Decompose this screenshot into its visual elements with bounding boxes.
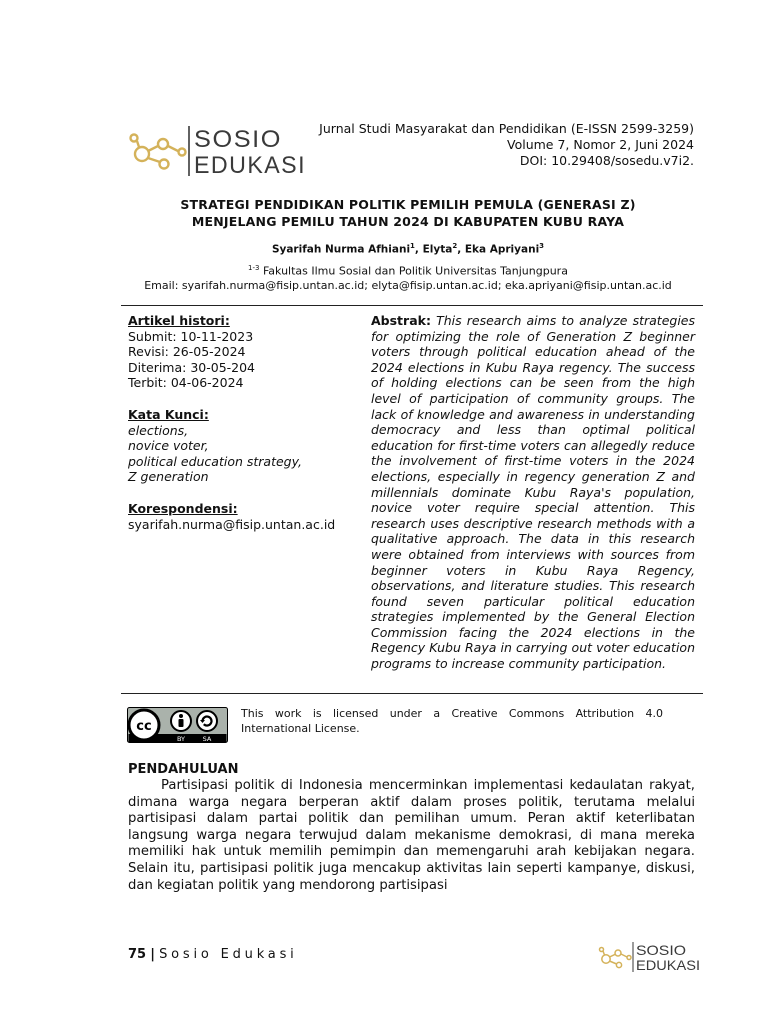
molecule-icon [600,948,632,968]
badge-by-label: BY [176,735,186,743]
svg-text:cc: cc [136,719,152,734]
history-terbit: Terbit: 04-06-2024 [128,375,244,391]
abstract-text: This research aims to analyze strategies for optimizing the role of Generation Z beginner voters through political education ahead of the 2024 elections in Kubu Raya regency. The success of holding elections can be seen from the high level of participation of community groups. The lack of knowledge and awareness in understanding democracy and less than optimal political education for first-time voters can allegedly reduce the involvement of first-time voters in the 2024 elections, especially in regency generation Z and millennials dominate Kubu Raya's population, novice voter require special attention. This research uses descriptive research methods with a qualitative approach. The data in this research were obtained from interviews with sources from beginner voters in Kubu Raya Regency, observations, and literature studies. This research found seven particular political education strategies implemented by the General Election Commission facing the 2024 elections in the Regency Kubu Raya in carrying out voter education programs to increase community participation. [371,313,695,672]
page-footer [128,947,298,962]
title-line-2: MENJELANG PEMILU TAHUN 2024 DI KABUPATEN KUBU RAYA [191,214,625,229]
journal-info [319,121,694,169]
license-text: This work is licensed under a Creative Commons Attribution 4.0 International License. [241,707,663,735]
logo-line1: SOSIO [194,126,282,153]
attribution-icon [171,711,191,731]
cc-icon [129,710,159,740]
author-emails: Email: syarifah.nurma@fisip.untan.ac.id; elyta@fisip.untan.ac.id; eka.apriyani@fisip.untan.ac.id [144,279,672,292]
footer-logo-line1: SOSIO [636,942,687,958]
divider-bottom [121,693,703,694]
journal-volume: Volume 7, Nomor 2, Juni 2024 [507,137,694,152]
footer-separator: | [150,947,155,962]
history-submit: Submit: 10-11-2023 [128,328,254,344]
author-sup: 1 [410,242,415,250]
footer-logo-line2: EDUKASI [636,957,700,973]
correspondence-heading: Korespondensi: [128,500,238,516]
history-revisi: Revisi: 26-05-2024 [128,344,246,360]
author-list: Syarifah Nurma Afhiani$^1$, Elyta$^2$, Eka Apriyani$^3$ [271,242,545,256]
author-sup: 2 [452,242,458,250]
share-alike-icon [197,711,217,731]
keyword-item: political education strategy, [128,453,303,469]
author-sup: 3 [539,242,545,250]
divider-top [121,305,703,306]
keyword-item: Z generation [128,469,209,485]
history-diterima: Diterima: 30-05-204 [128,359,256,375]
keyword-item: elections, [128,422,189,438]
author-name: Eka Apriyani [464,243,540,256]
keyword-item: novice voter, [128,438,209,454]
affiliation-text: Fakultas Ilmu Sosial dan Politik Universitas Tanjungpura [262,264,568,278]
molecule-icon [131,135,186,169]
footer-logo [598,941,702,973]
article-meta [128,313,353,532]
author-name: Elyta [422,243,453,256]
correspondence-email: syarifah.nurma@fisip.untan.ac.id [128,516,336,532]
cc-by-sa-badge[interactable] [127,707,228,743]
journal-name: Jurnal Studi Masyarakat dan Pendidikan (E-ISSN 2599-3259) [319,121,694,136]
paper-title [120,196,696,230]
title-line-1: STRATEGI PENDIDIKAN POLITIK PEMILIH PEMULA (GENERASI Z) [180,197,636,212]
author-name: Syarifah Nurma Afhiani [271,243,411,256]
footer-journal-name: Sosio Edukasi [159,947,298,962]
body-paragraph: Partisipasi politik di Indonesia mencerminkan implementasi kedaulatan rakyat, dimana warga negara berperan aktif dalam proses politik, terutama melalui partisipasi dalam partai politik dan pemilihan umum. Peran aktif keterlibatan langsung warga negara terwujud dalam mekanisme demokrasi, di mana mereka memiliki hak untuk memilih pemimpin dan memengaruhi arah kebijakan negara. Selain itu, partisipasi politik juga mencakup aktivitas lain seperti kampanye, diskusi, dan kegiatan politik yang mendorong partisipasi [128,778,695,893]
badge-sa-label: SA [202,735,212,743]
abstract-label: Abstrak: [371,313,431,328]
abstract [371,313,695,672]
history-heading: Artikel histori: [128,313,230,328]
logo-line2: EDUKASI [194,152,306,178]
journal-doi: DOI: 10.29408/sosedu.v7i2. [519,153,694,168]
page-number: 75 [128,947,147,962]
affiliation-sup: 1-3 [248,264,260,272]
section-heading: PENDAHULUAN [128,762,239,777]
journal-logo [128,124,308,178]
affiliation [120,264,696,278]
keywords-heading: Kata Kunci: [128,406,209,422]
